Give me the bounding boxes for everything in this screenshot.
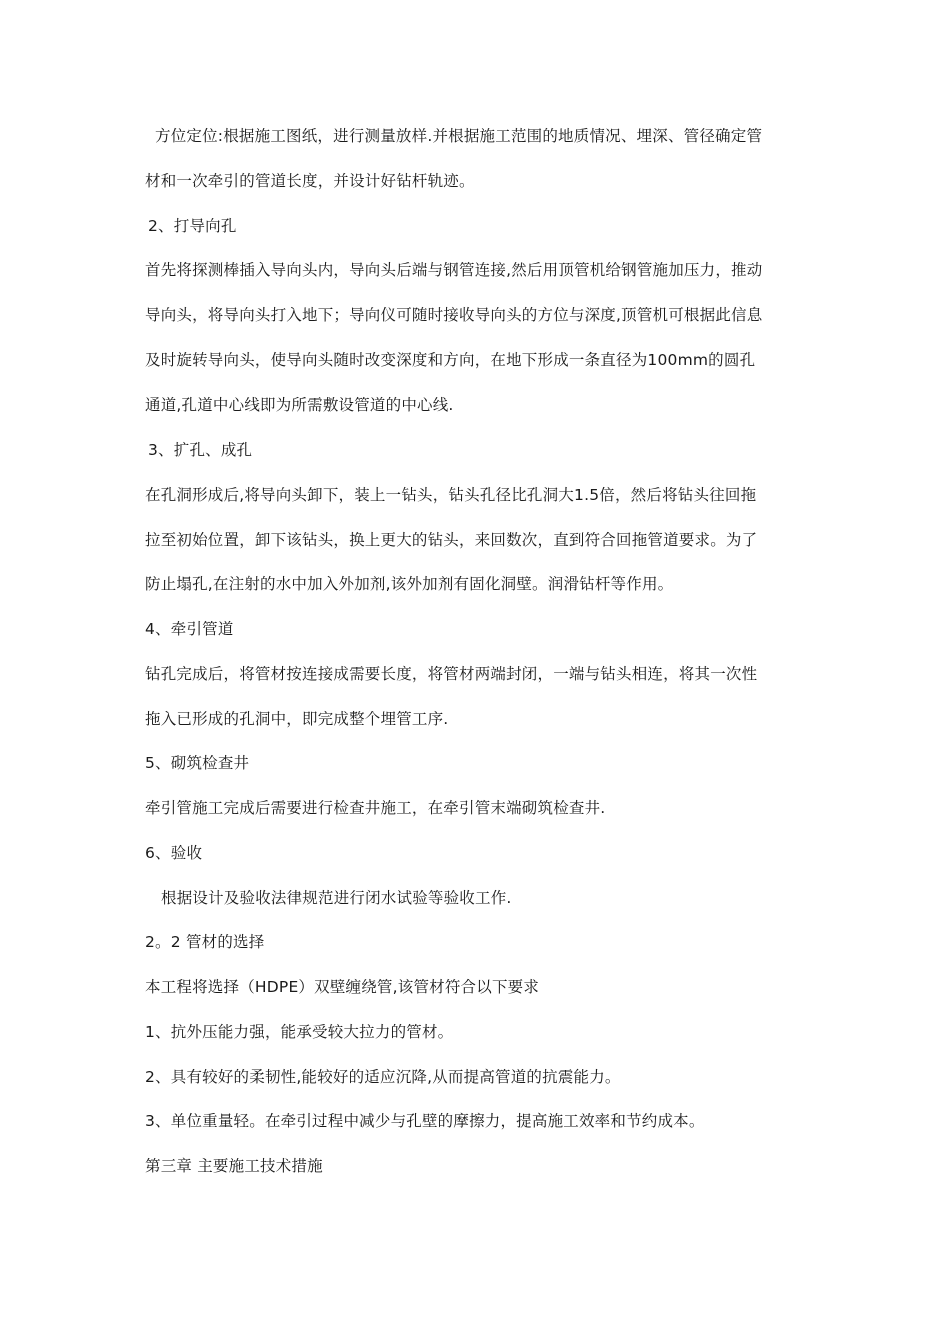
paragraph-line: 导向头，将导向头打入地下；导向仪可随时接收导向头的方位与深度,顶管机可根据此信息 [145, 306, 763, 324]
paragraph-line: 根据设计及验收法律规范进行闭水试验等验收工作. [161, 889, 512, 907]
section-heading: 6、验收 [145, 844, 203, 862]
paragraph-line: 通道,孔道中心线即为所需敷设管道的中心线. [145, 396, 454, 414]
section-heading: 3、扩孔、成孔 [148, 441, 253, 459]
paragraph-line: 及时旋转导向头，使导向头随时改变深度和方向，在地下形成一条直径为100mm的圆孔 [145, 351, 756, 369]
list-item: 1、抗外压能力强，能承受较大拉力的管材。 [145, 1023, 454, 1041]
list-item: 2、具有较好的柔韧性,能较好的适应沉降,从而提高管道的抗震能力。 [145, 1068, 621, 1086]
section-heading: 5、砌筑检查井 [145, 754, 250, 772]
paragraph-line: 牵引管施工完成后需要进行检查井施工，在牵引管末端砌筑检查井. [145, 799, 606, 817]
paragraph-line: 在孔洞形成后,将导向头卸下，装上一钻头，钻头孔径比孔洞大1.5倍，然后将钻头往回拖 [145, 486, 757, 504]
paragraph-line: 首先将探测棒插入导向头内，导向头后端与钢管连接,然后用顶管机给钢管施加压力，推动 [145, 261, 763, 279]
paragraph-line: 拖入已形成的孔洞中，即完成整个埋管工序. [145, 710, 449, 728]
list-item: 3、单位重量轻。在牵引过程中减少与孔壁的摩擦力，提高施工效率和节约成本。 [145, 1112, 705, 1130]
section-heading: 2。2 管材的选择 [145, 933, 265, 951]
paragraph-line: 材和一次牵引的管道长度，并设计好钻杆轨迹。 [145, 172, 475, 190]
chapter-heading: 第三章 主要施工技术措施 [145, 1157, 323, 1175]
section-heading: 2、打导向孔 [148, 217, 237, 235]
paragraph-line: 方位定位:根据施工图纸，进行测量放样.并根据施工范围的地质情况、埋深、管径确定管 [155, 127, 763, 145]
paragraph-line: 拉至初始位置，卸下该钻头，换上更大的钻头，来回数次，直到符合回拖管道要求。为了 [145, 531, 758, 549]
paragraph-line: 钻孔完成后，将管材按连接成需要长度，将管材两端封闭，一端与钻头相连，将其一次性 [145, 665, 758, 683]
section-heading: 4、牵引管道 [145, 620, 234, 638]
paragraph-line: 本工程将选择（HDPE）双壁缠绕管,该管材符合以下要求 [145, 978, 540, 996]
paragraph-line: 防止塌孔,在注射的水中加入外加剂,该外加剂有固化洞壁。润滑钻杆等作用。 [145, 575, 674, 593]
